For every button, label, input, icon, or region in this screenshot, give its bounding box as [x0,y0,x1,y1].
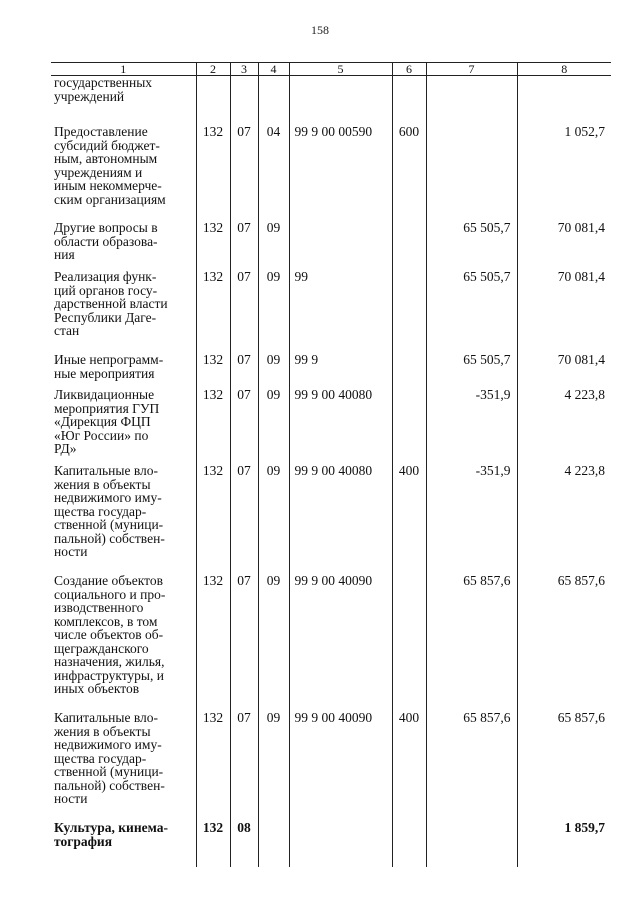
header-col-6: 6 [392,63,426,76]
subsection-code-cell: 09 [258,464,289,574]
amount-col8-cell: 1 052,7 [517,125,611,221]
header-row [51,63,611,76]
amount-col8-cell [517,76,611,126]
section-code-cell: 08 [230,821,258,867]
section-code-cell: 07 [230,574,258,711]
subsection-code-cell: 04 [258,125,289,221]
target-article-cell [289,821,392,867]
table-row [51,221,611,270]
table-row [51,353,611,388]
expense-type-cell [392,353,426,388]
section-code-cell: 07 [230,353,258,388]
subsection-code-cell: 09 [258,388,289,464]
row-name-cell: Создание объектов социального и про- изводственного комплексов, в том числе объектов об- щегражданского назначения, жилья, инфраструктуры, и иных объектов [54,573,166,696]
section-code-cell: 07 [230,125,258,221]
section-code-cell: 07 [230,388,258,464]
amount-col8-cell: 70 081,4 [517,270,611,353]
target-article-cell: 99 [289,270,392,353]
header-col-4: 4 [258,63,289,76]
admin-code-cell: 132 [196,221,230,270]
amount-col8-cell: 65 857,6 [517,574,611,711]
budget-table [51,62,611,867]
subsection-code-cell: 09 [258,353,289,388]
admin-code-cell: 132 [196,388,230,464]
admin-code-cell [196,76,230,126]
header-col-5: 5 [289,63,392,76]
amount-col7-cell [426,125,517,221]
table-row [51,125,611,221]
row-name-cell: Культура, кинема- тография [54,820,168,849]
amount-col8-cell: 70 081,4 [517,353,611,388]
amount-col8-cell: 1 859,7 [517,821,611,867]
table-row [51,711,611,821]
table-row [51,821,611,867]
section-code-cell: 07 [230,270,258,353]
table-row [51,388,611,464]
subsection-code-cell: 09 [258,711,289,821]
expense-type-cell [392,574,426,711]
amount-col8-cell: 4 223,8 [517,388,611,464]
header-col-3: 3 [230,63,258,76]
amount-col7-cell: -351,9 [426,464,517,574]
section-code-cell: 07 [230,711,258,821]
expense-type-cell [392,388,426,464]
target-article-cell: 99 9 00 40090 [289,574,392,711]
row-name-cell: Другие вопросы в области образова- ния [54,220,158,262]
table-body [51,76,611,868]
target-article-cell: 99 9 [289,353,392,388]
header-col-2: 2 [196,63,230,76]
amount-col7-cell: 65 505,7 [426,221,517,270]
section-code-cell: 07 [230,221,258,270]
amount-col8-cell: 70 081,4 [517,221,611,270]
expense-type-cell: 400 [392,711,426,821]
section-code-cell [230,76,258,126]
expense-type-cell: 400 [392,464,426,574]
target-article-cell [289,221,392,270]
amount-col7-cell: 65 505,7 [426,353,517,388]
table-row [51,76,611,126]
table-row [51,464,611,574]
header-col-7: 7 [426,63,517,76]
admin-code-cell: 132 [196,270,230,353]
target-article-cell: 99 9 00 40080 [289,464,392,574]
admin-code-cell: 132 [196,353,230,388]
row-name-cell: Предоставление субсидий бюджет- ным, автономным учреждениям и иным некоммерче- ским организациям [54,124,166,207]
expense-type-cell [392,76,426,126]
expense-type-cell [392,221,426,270]
expense-type-cell [392,270,426,353]
amount-col7-cell [426,821,517,867]
admin-code-cell: 132 [196,711,230,821]
expense-type-cell [392,821,426,867]
target-article-cell: 99 9 00 40080 [289,388,392,464]
amount-col8-cell: 65 857,6 [517,711,611,821]
row-name-cell: Реализация функ- ций органов госу- дарственной власти Республики Даге- стан [54,269,168,338]
subsection-code-cell [258,821,289,867]
row-name-cell: государственных учреждений [54,75,153,104]
admin-code-cell: 132 [196,125,230,221]
target-article-cell: 99 9 00 40090 [289,711,392,821]
page-number: 158 [311,23,329,37]
section-code-cell: 07 [230,464,258,574]
subsection-code-cell: 09 [258,270,289,353]
header-col-8: 8 [517,63,611,76]
row-name-cell: Иные непрограмм- ные мероприятия [54,352,164,381]
header-col-1: 1 [51,63,196,76]
amount-col7-cell: 65 505,7 [426,270,517,353]
row-name-cell: Капитальные вло- жения в объекты недвижимого иму- щества государ- ственной (муници- пальной) собствен- ности [54,710,165,806]
table-row [51,270,611,353]
subsection-code-cell [258,76,289,126]
amount-col8-cell: 4 223,8 [517,464,611,574]
amount-col7-cell: 65 857,6 [426,574,517,711]
target-article-cell [289,76,392,126]
admin-code-cell: 132 [196,574,230,711]
row-name-cell: Ликвидационные мероприятия ГУП «Дирекция ФЦП «Юг России» по РД» [54,387,160,456]
amount-col7-cell: 65 857,6 [426,711,517,821]
subsection-code-cell: 09 [258,574,289,711]
subsection-code-cell: 09 [258,221,289,270]
table-row [51,574,611,711]
expense-type-cell: 600 [392,125,426,221]
target-article-cell: 99 9 00 00590 [289,125,392,221]
admin-code-cell: 132 [196,464,230,574]
row-name-cell: Капитальные вло- жения в объекты недвижимого иму- щества государ- ственной (муници- пальной) собствен- ности [54,463,165,559]
admin-code-cell: 132 [196,821,230,867]
amount-col7-cell: -351,9 [426,388,517,464]
amount-col7-cell [426,76,517,126]
